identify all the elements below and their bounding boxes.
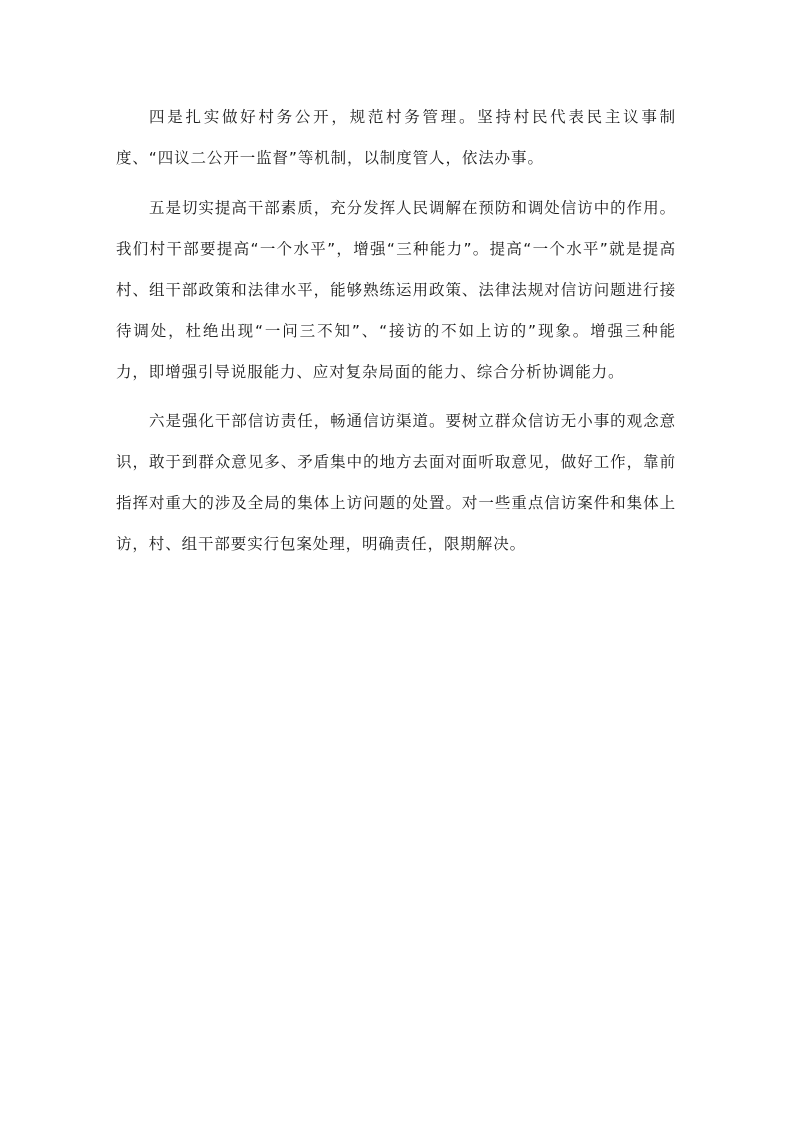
paragraph-cadre-quality: 五是切实提高干部素质，充分发挥人民调解在预防和调处信访中的作用。我们村干部要提高“一个水平”，增强“三种能力”。提高“一个水平”就是提高村、组干部政策和法律水平，能够熟练运用政策、法律法规对信访问题进行接待调处，杜绝出现“一问三不知”、“接访的不如上访的”现象。增强三种能力，即增强引导说服能力、应对复杂局面的能力、综合分析协调能力。 <box>116 198 676 381</box>
paragraph-village-affairs: 四是扎实做好村务公开，规范村务管理。坚持村民代表民主议事制度、“四议二公开一监督”等机制，以制度管人，依法办事。 <box>116 108 676 167</box>
paragraph-petition-responsibility: 六是强化干部信访责任，畅通信访渠道。要树立群众信访无小事的观念意识，敢于到群众意见多、矛盾集中的地方去面对面听取意见，做好工作，靠前指挥对重大的涉及全局的集体上访问题的处置。对一些重点信访案件和集体上访，村、组干部要实行包案处理，明确责任，限期解决。 <box>116 412 676 553</box>
document-body <box>116 97 676 574</box>
